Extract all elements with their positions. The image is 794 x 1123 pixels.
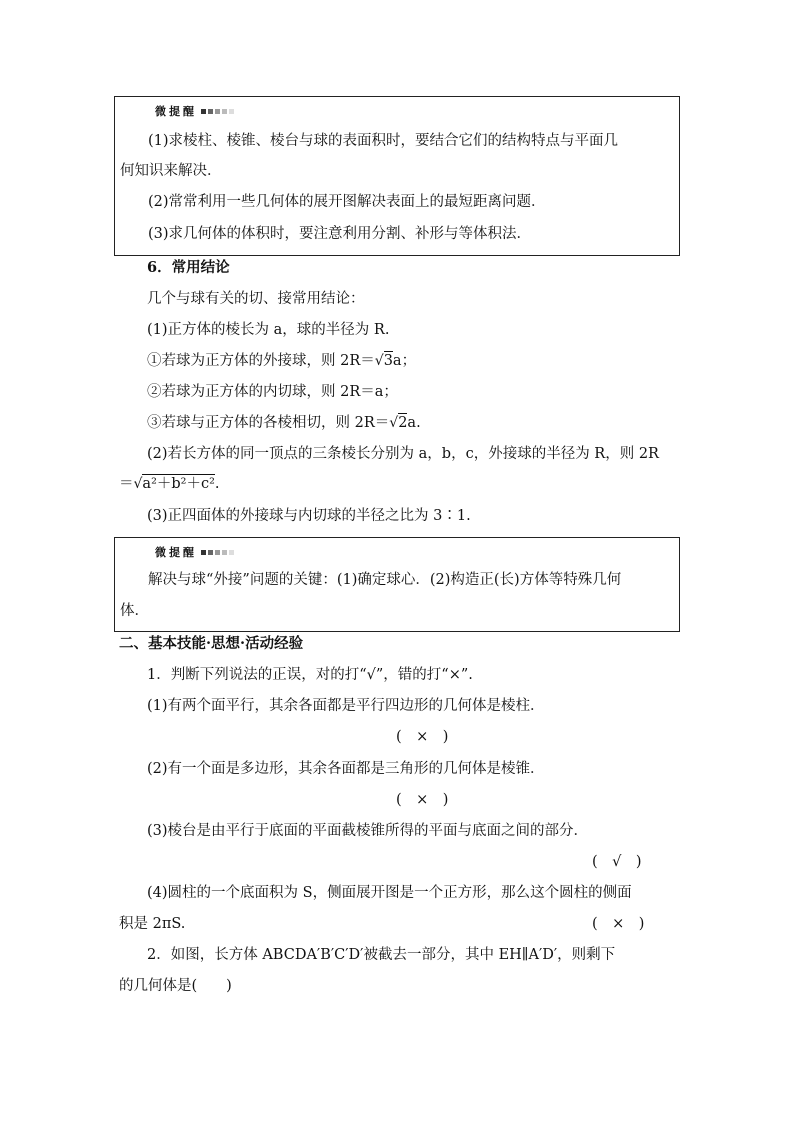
section6-conclusion-2: ②若球为正方体的内切球，则 2R＝a； <box>147 384 398 400</box>
item2-pre: ＝ <box>119 476 134 492</box>
c1-pre: ①若球为正方体的外接球，则 2R＝ <box>147 353 375 369</box>
q2-line-1: 2．如图，长方体 ABCDA′B′C′D′被截去一部分，其中 EH∥A′D′，则剩下 <box>147 947 616 963</box>
section2-heading: 二、基本技能·思想·活动经验 <box>119 635 304 652</box>
tip1-para-3: (3)求几何体的体积时，要注意利用分割、补形与等体积法． <box>148 226 532 242</box>
radical-icon: √ <box>374 353 384 369</box>
dot-icon <box>208 550 213 555</box>
section6-conclusion-3 <box>147 413 421 433</box>
section6-item2-line1: (2)若长方体的同一顶点的三条棱长分别为 a，b，c，外接球的半径为 R，则 2R <box>147 446 659 462</box>
section6-heading: 6．常用结论 <box>147 259 230 276</box>
section6-intro: 几个与球有关的切、接常用结论： <box>147 291 365 307</box>
dot-icon <box>222 109 227 114</box>
sqrt3 <box>375 351 393 371</box>
dot-icon <box>222 550 227 555</box>
tip1-para-1a: (1)求棱柱、棱锥、棱台与球的表面积时，要结合它们的结构特点与平面几 <box>148 133 619 149</box>
section6-item3: (3)正四面体的外接球与内切球的半径之比为 3∶1. <box>147 508 471 524</box>
section6-item1: (1)正方体的棱长为 a，球的半径为 R. <box>147 322 390 338</box>
dot-icon <box>229 109 234 114</box>
q1-item-4-line1: (4)圆柱的一个底面积为 S，侧面展开图是一个正方形，那么这个圆柱的侧面 <box>147 885 632 901</box>
tip-title-text: 微提醒 <box>155 105 197 118</box>
section6-conclusion-1 <box>147 351 416 371</box>
q1-stem: 1．判断下列说法的正误，对的打“√”，错的打“×”. <box>147 667 473 683</box>
tip-title <box>155 103 234 119</box>
dot-icon <box>215 109 220 114</box>
q1-item-2: (2)有一个面是多边形，其余各面都是三角形的几何体是棱锥． <box>147 761 545 777</box>
item2-post: . <box>214 476 220 492</box>
dot-icon <box>201 109 206 114</box>
radical-icon: √ <box>133 476 143 492</box>
q2-line-2: 的几何体是( ) <box>119 978 232 994</box>
c1-post: a； <box>392 353 417 369</box>
dot-icon <box>215 550 220 555</box>
tip-box-2 <box>114 537 680 632</box>
item2-arg: a²＋b²＋c² <box>142 476 215 492</box>
dot-icon <box>229 550 234 555</box>
tip-box-1 <box>114 96 680 256</box>
q1-item-4-line2: 积是 2πS. <box>119 916 186 932</box>
c3-pre: ③若球与正方体的各棱相切，则 2R＝ <box>147 415 390 431</box>
tip-dots-icon <box>201 109 234 114</box>
radical-icon: √ <box>389 415 399 431</box>
c3-post: a. <box>407 415 421 431</box>
c3-arg: 2 <box>398 415 408 431</box>
q1-answer-4: ( × ) <box>592 916 645 932</box>
tip-title-text: 微提醒 <box>155 546 197 559</box>
tip-title <box>155 544 234 560</box>
tip2-line-1: 解决与球“外接”问题的关键：(1)确定球心．(2)构造正(长)方体等特殊几何 <box>148 572 622 588</box>
section6-item2-line2 <box>119 474 220 494</box>
q1-answer-1: ( × ) <box>396 729 449 745</box>
tip1-para-1b: 何知识来解决． <box>120 163 222 179</box>
c1-arg: 3 <box>383 353 393 369</box>
dot-icon <box>201 550 206 555</box>
sqrt2 <box>389 413 407 433</box>
sqrt-abc <box>134 474 215 494</box>
tip1-para-2: (2)常常利用一些几何体的展开图解决表面上的最短距离问题． <box>148 194 546 210</box>
tip2-line-2: 体． <box>120 603 149 619</box>
tip-dots-icon <box>201 550 234 555</box>
q1-answer-2: ( × ) <box>396 792 449 808</box>
q1-item-1: (1)有两个面平行，其余各面都是平行四边形的几何体是棱柱． <box>147 698 545 714</box>
q1-answer-3: ( √ ) <box>592 854 642 870</box>
q1-item-3: (3)棱台是由平行于底面的平面截棱锥所得的平面与底面之间的部分． <box>147 823 589 839</box>
dot-icon <box>208 109 213 114</box>
